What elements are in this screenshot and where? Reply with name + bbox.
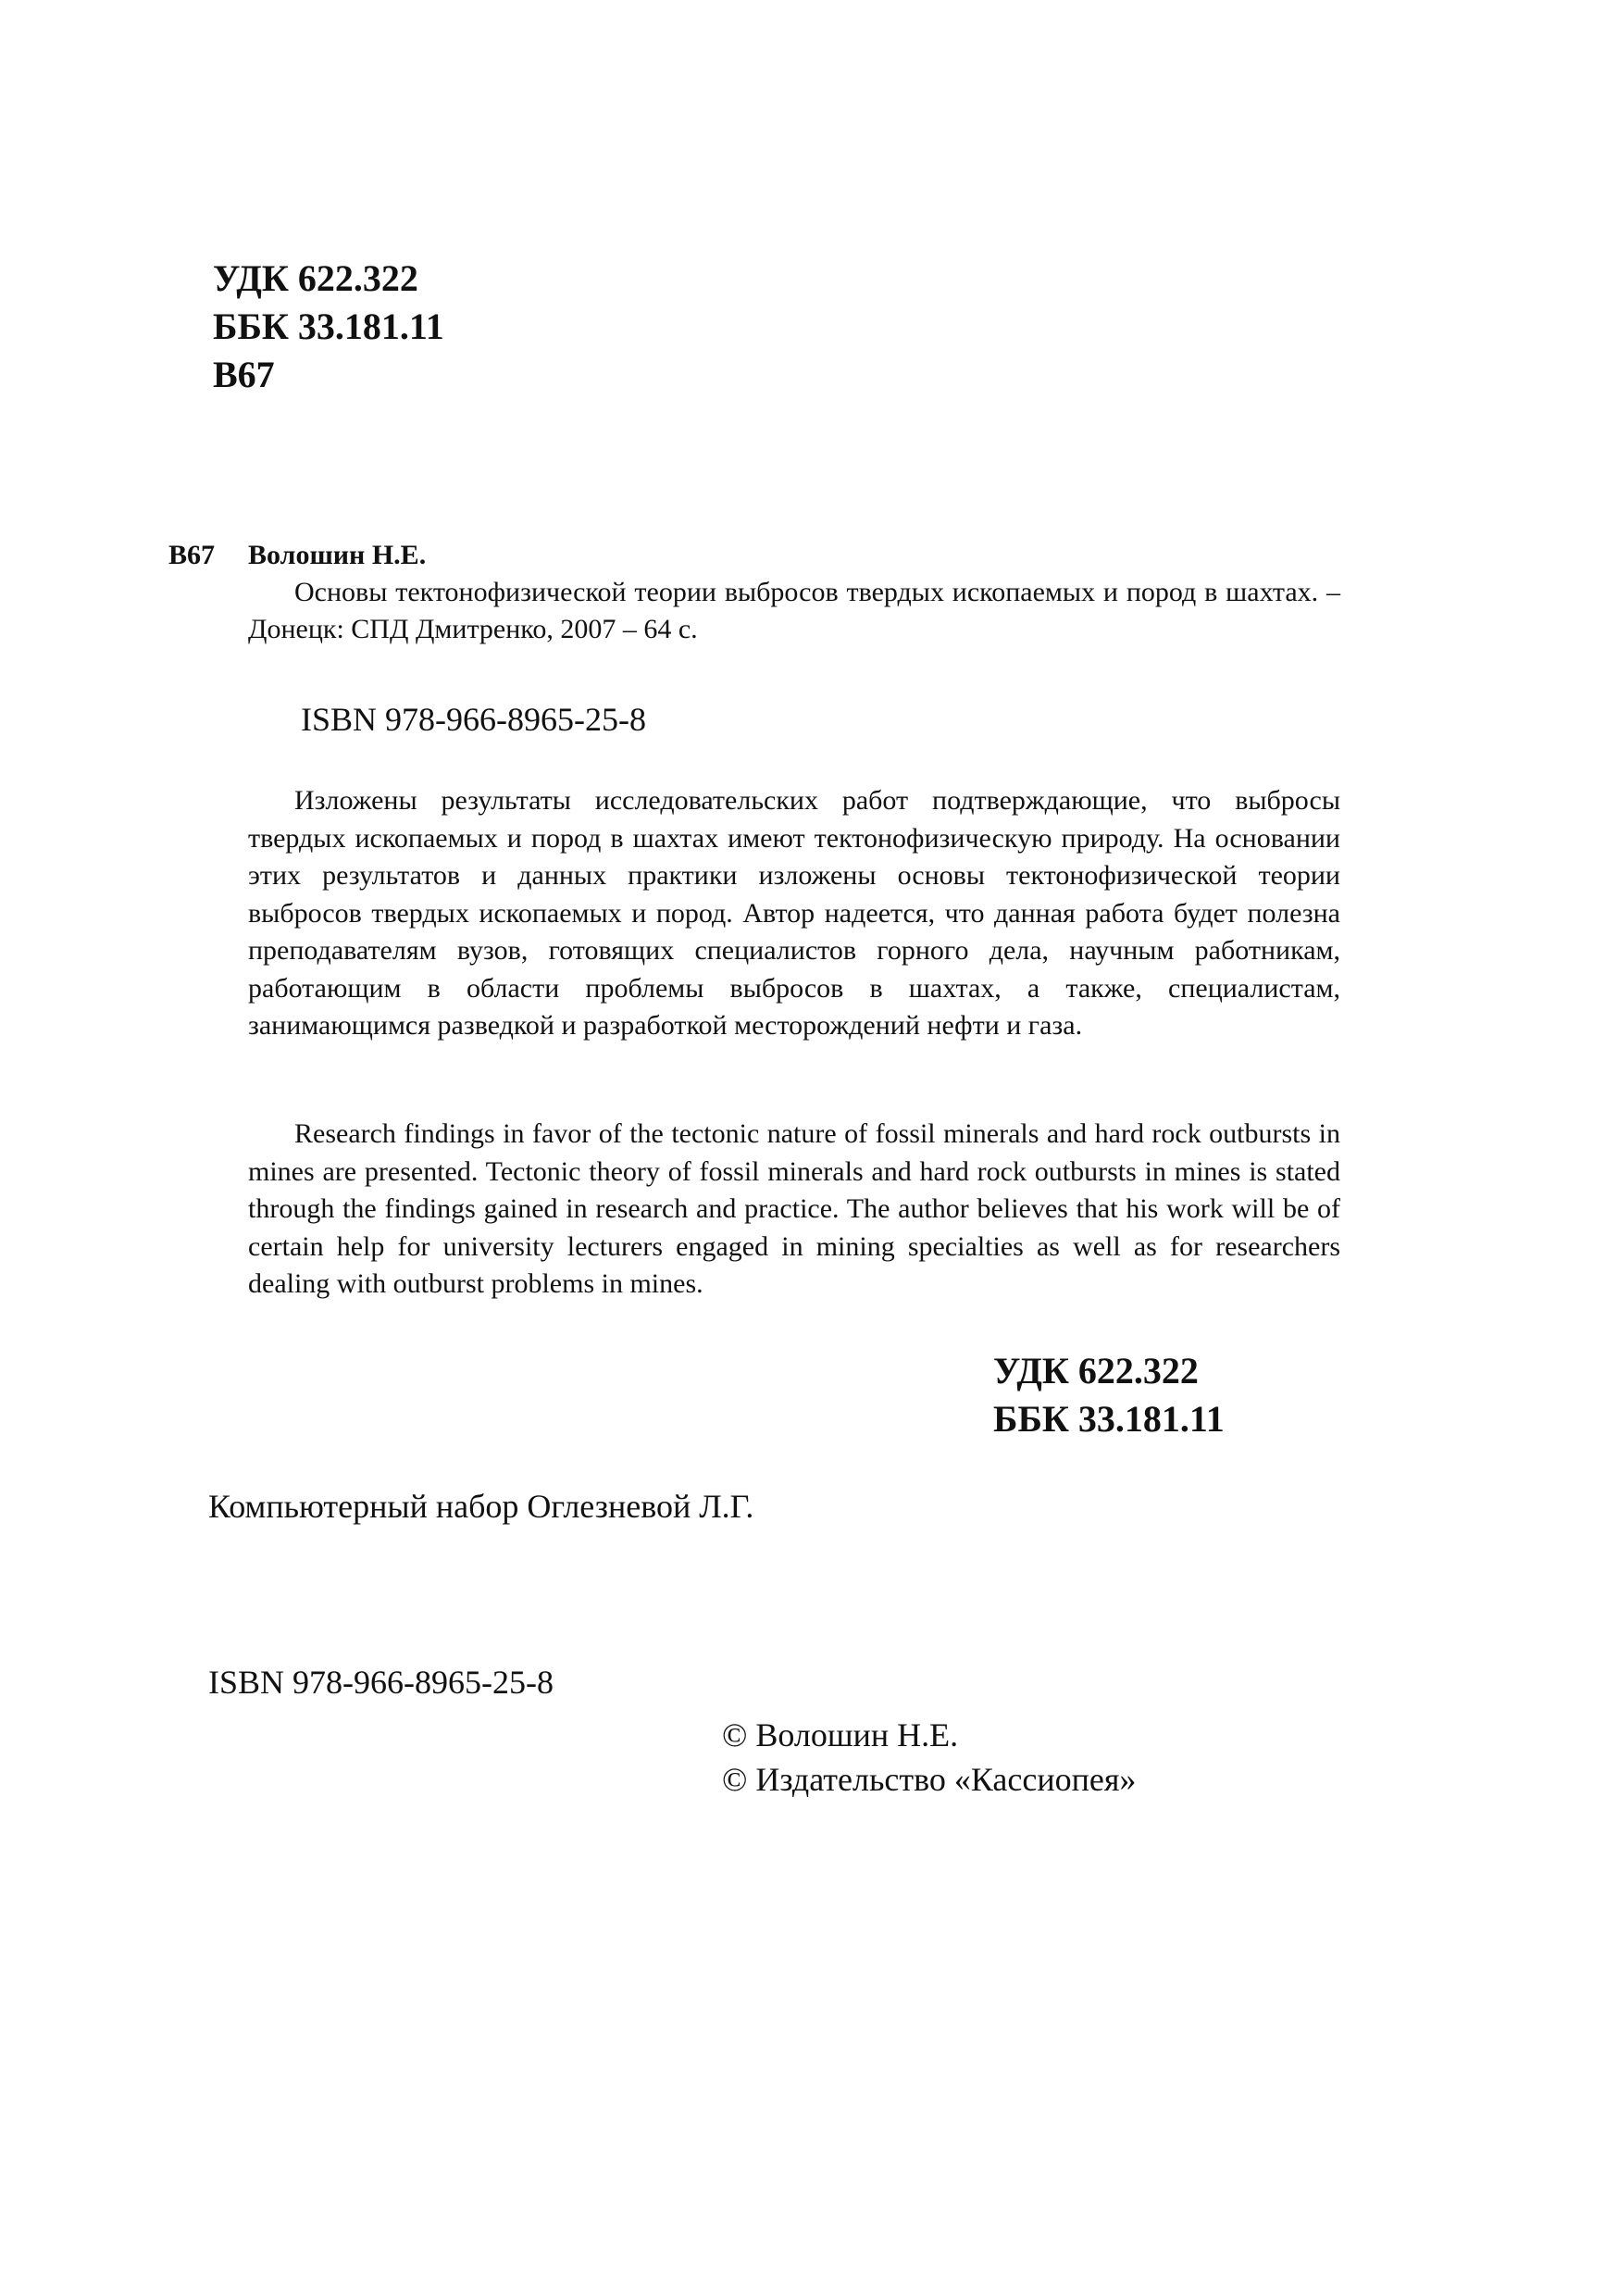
copyright-author: © Волошин Н.Е. [722,1716,959,1753]
header-bbk: ББК 33.181.11 [213,306,444,347]
bibliographic-description: Основы тектонофизической теории выбросов твердых ископаемых и пород в шахтах. – Донецк: СПД Дмитренко, 2007 – 64 с. [248,577,1340,644]
header-classification-block [213,255,444,399]
header-udk: УДК 622.322 [213,257,418,299]
abstract-russian: Изложены результаты исследовательских работ подтверждающие, что выбросы твердых ископаемых и пород в шахтах имеют тектонофизическую природу. На основании этих результатов и данных практики изложены основы тектонофизической теории выбросов твердых ископаемых и пород. Автор надеется, что данная работа будет полезна преподавателям вузов, готовящих специалистов горного дела, научным работникам, работающим в области проблемы выбросов в шахтах, а также, специалистам, занимающимся разведкой и разработкой месторождений нефти и газа. [248,785,1340,1041]
header-author-code: В67 [213,354,275,395]
catalog-entry-author: Волошин Н.Е. [248,540,427,570]
classification-bbk: ББК 33.181.11 [993,1398,1225,1440]
copyright-publisher: © Издательство «Кассиопея» [722,1761,1137,1798]
classification-block [993,1347,1225,1443]
abstract-english: Research findings in favor of the tectonic nature of fossil minerals and hard rock outbursts in mines are presented. Tectonic theory of fossil minerals and hard rock outbursts in mines is stated through the findings gained in research and practice. The author believes that his work will be of certain help for university lecturers engaged in mining specialties as well as for researchers dealing with outburst problems in mines. [248,1118,1340,1299]
catalog-entry-code: В67 [168,540,216,570]
catalog-entry-isbn: ISBN 978-966-8965-25-8 [301,701,646,738]
typesetting-credit: Компьютерный набор Оглезневой Л.Г. [208,1488,754,1525]
copyright-block [722,1713,1136,1802]
classification-udk: УДК 622.322 [993,1350,1199,1391]
footer-isbn: ISBN 978-966-8965-25-8 [208,1664,554,1701]
